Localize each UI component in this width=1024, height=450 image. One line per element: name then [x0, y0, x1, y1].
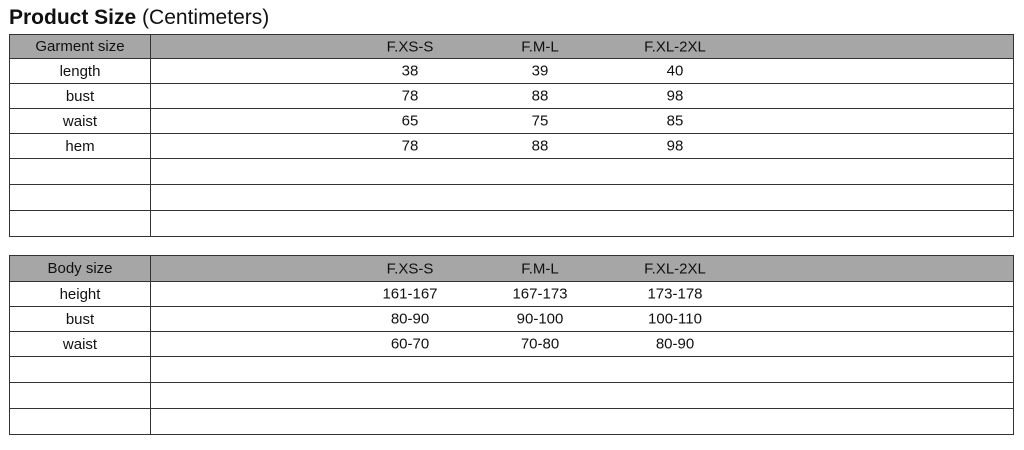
row-label: hem	[10, 134, 151, 159]
cell-value: 70-80	[520, 335, 560, 353]
cell-value: 88	[531, 87, 549, 105]
empty-row	[10, 409, 1014, 435]
cell-value: 173-178	[647, 285, 703, 303]
empty-cell	[10, 383, 151, 409]
cell-value: 100-110	[648, 310, 702, 328]
empty-cell	[151, 357, 1014, 383]
empty-cell	[151, 409, 1014, 435]
col-header: F.XL-2XL	[644, 38, 706, 55]
row-label: height	[10, 282, 151, 307]
empty-row	[10, 185, 1014, 211]
table-header-row	[10, 35, 1014, 59]
cell-value: 78	[401, 87, 419, 105]
empty-cell	[151, 211, 1014, 237]
table-row	[10, 134, 1014, 159]
cell-value: 75	[531, 112, 549, 130]
empty-cell	[151, 185, 1014, 211]
cell-value: 80-90	[390, 310, 430, 328]
empty-row	[10, 357, 1014, 383]
empty-row	[10, 211, 1014, 237]
col-header: F.XS-S	[386, 260, 434, 277]
cell-value: 98	[666, 87, 684, 105]
cell-value: 90-100	[516, 310, 564, 328]
empty-cell	[10, 409, 151, 435]
title-unit: (Centimeters)	[142, 6, 270, 29]
empty-cell	[10, 211, 151, 237]
empty-cell	[10, 357, 151, 383]
header-label: Body size	[10, 256, 151, 282]
table-row	[10, 109, 1014, 134]
garment-size-table	[9, 34, 1014, 237]
row-values	[151, 134, 1014, 159]
empty-row	[10, 159, 1014, 185]
table-row	[10, 59, 1014, 84]
row-values	[151, 59, 1014, 84]
row-label: bust	[10, 84, 151, 109]
col-header: F.XS-S	[386, 38, 434, 55]
row-values	[151, 282, 1014, 307]
header-values	[151, 256, 1014, 282]
cell-value: 85	[666, 112, 684, 130]
row-values	[151, 84, 1014, 109]
cell-value: 39	[531, 62, 549, 80]
empty-row	[10, 383, 1014, 409]
title-main: Product Size	[9, 6, 137, 29]
cell-value: 161-167	[382, 285, 438, 303]
header-label: Garment size	[10, 35, 151, 59]
cell-value: 40	[666, 62, 684, 80]
col-header: F.XL-2XL	[644, 260, 706, 277]
col-header: F.M-L	[521, 260, 559, 277]
cell-value: 60-70	[390, 335, 430, 353]
table-row	[10, 282, 1014, 307]
cell-value: 88	[531, 137, 549, 155]
row-values	[151, 332, 1014, 357]
cell-value: 98	[666, 137, 684, 155]
empty-cell	[151, 383, 1014, 409]
cell-value: 65	[401, 112, 419, 130]
table-row	[10, 307, 1014, 332]
table-row	[10, 332, 1014, 357]
empty-cell	[10, 185, 151, 211]
row-values	[151, 109, 1014, 134]
row-values	[151, 307, 1014, 332]
table-row	[10, 84, 1014, 109]
cell-value: 167-173	[512, 285, 568, 303]
row-label: bust	[10, 307, 151, 332]
cell-value: 38	[401, 62, 419, 80]
row-label: length	[10, 59, 151, 84]
empty-cell	[151, 159, 1014, 185]
col-header: F.M-L	[521, 38, 559, 55]
body-size-table	[9, 255, 1014, 435]
header-values	[151, 35, 1014, 59]
row-label: waist	[10, 109, 151, 134]
cell-value: 80-90	[655, 335, 695, 353]
table-header-row	[10, 256, 1014, 282]
page-title	[9, 5, 269, 31]
empty-cell	[10, 159, 151, 185]
cell-value: 78	[401, 137, 419, 155]
row-label: waist	[10, 332, 151, 357]
